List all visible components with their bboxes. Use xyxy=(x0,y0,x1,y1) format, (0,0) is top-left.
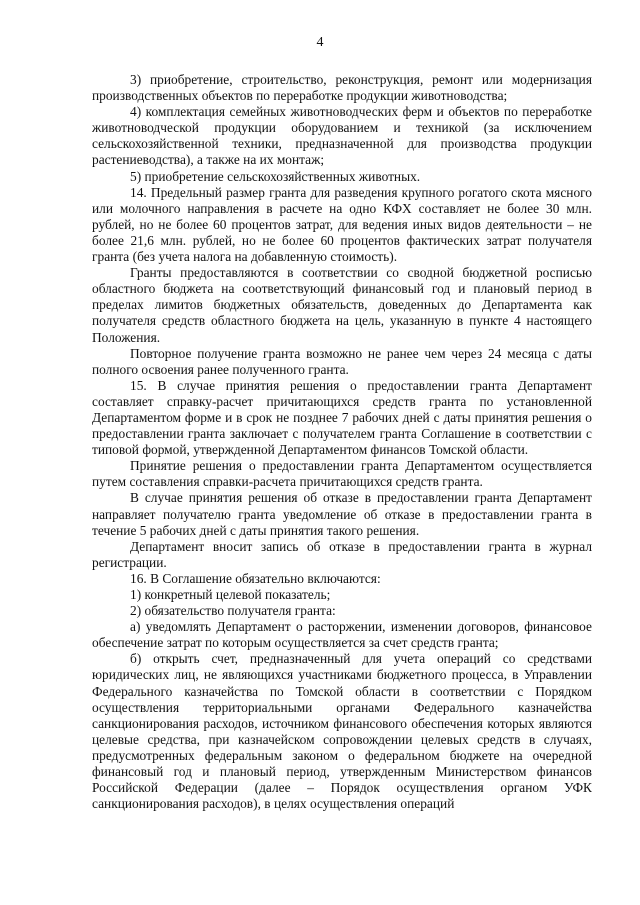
paragraph-repeat-grant: Повторное получение гранта возможно не ранее чем через 24 месяца с даты полного освоения ранее полученного гранта. xyxy=(92,345,592,377)
paragraph-section-15: 15. В случае принятия решения о предоставлении гранта Департамент составляет справку-расчет причитающихся средств гранта по установленной Департаментом форме и в срок не позднее 7 рабочих дней с даты принятия решения о предоставлении гранта заключает с получателем гранта Соглашение в соответствии с типовой формой, утвержденной Департаментом финансов Томской области. xyxy=(92,377,592,458)
paragraph-refusal: В случае принятия решения об отказе в предоставлении гранта Департамент направляет получателю гранта уведомление об отказе в предоставлении гранта в течение 5 рабочих дней с даты принятия такого решения. xyxy=(92,490,592,538)
paragraph-decision: Принятие решения о предоставлении гранта Департаментом осуществляется путем составления справки-расчета причитающихся средств гранта. xyxy=(92,458,592,490)
paragraph-item-3: 3) приобретение, строительство, реконструкция, ремонт или модернизация производственных объектов по переработке продукции животноводства; xyxy=(92,72,592,104)
page-number: 4 xyxy=(316,35,324,50)
paragraph-item-16-1: 1) конкретный целевой показатель; xyxy=(130,587,331,602)
paragraph-item-16-2: 2) обязательство получателя гранта: xyxy=(130,603,336,619)
paragraph-grant-budget: Гранты предоставляются в соответствии со сводной бюджетной росписью областного бюджета на соответствующий финансовый год и плановый период в пределах лимитов бюджетных обязательств, доведенных до Департамента как получателя средств областного бюджета на цель, указанную в пункте 4 настоящего Положения. xyxy=(92,265,592,345)
paragraph-item-5: 5) приобретение сельскохозяйственных животных. xyxy=(130,168,421,184)
paragraph-journal: Департамент вносит запись об отказе в предоставлении гранта в журнал регистрации. xyxy=(92,538,592,570)
paragraph-item-4: 4) комплектация семейных животноводческих ферм и объектов по переработке животноводческой продукции оборудованием и техникой (за исключением сельскохозяйственной техники, предназначенной для производства продукции растениеводства), а также на их монтаж; xyxy=(92,104,592,168)
paragraph-subitem-b: б) открыть счет, предназначенный для учета операций со средствами юридических лиц, не являющихся участниками бюджетного процесса, в Управлении Федерального казначейства по Томской области в соответствии с Порядком осуществления территориальными органами Федерального казначейства санкционирования расходов, источником финансового обеспечения которых являются целевые средства, при казначейском сопровождении целевых средств в случаях, предусмотренных федеральным законом о федеральном бюджете на очередной финансовый год и плановый период, утвержденным Министерством финансов Российской Федерации (далее – Порядок осуществления органом УФК санкционирования расходов), в целях осуществления операций xyxy=(92,651,592,812)
paragraph-section-16: 16. В Соглашение обязательно включаются: xyxy=(130,570,381,586)
paragraph-section-14: 14. Предельный размер гранта для разведения крупного рогатого скота мясного или молочного направления в расчете на одно КФХ составляет не более 30 млн. рублей, но не более 60 процентов затрат, для ведения иных видов деятельности – не более 21,6 млн. рублей, но не более 60 процентов фактических затрат получателя гранта (без учета налога на добавленную стоимость). xyxy=(92,184,592,265)
paragraph-subitem-a: а) уведомлять Департамент о расторжении, изменении договоров, финансовое обеспечение затрат по которым осуществляется за счет средств гранта; xyxy=(92,619,592,651)
document-body xyxy=(92,72,592,812)
